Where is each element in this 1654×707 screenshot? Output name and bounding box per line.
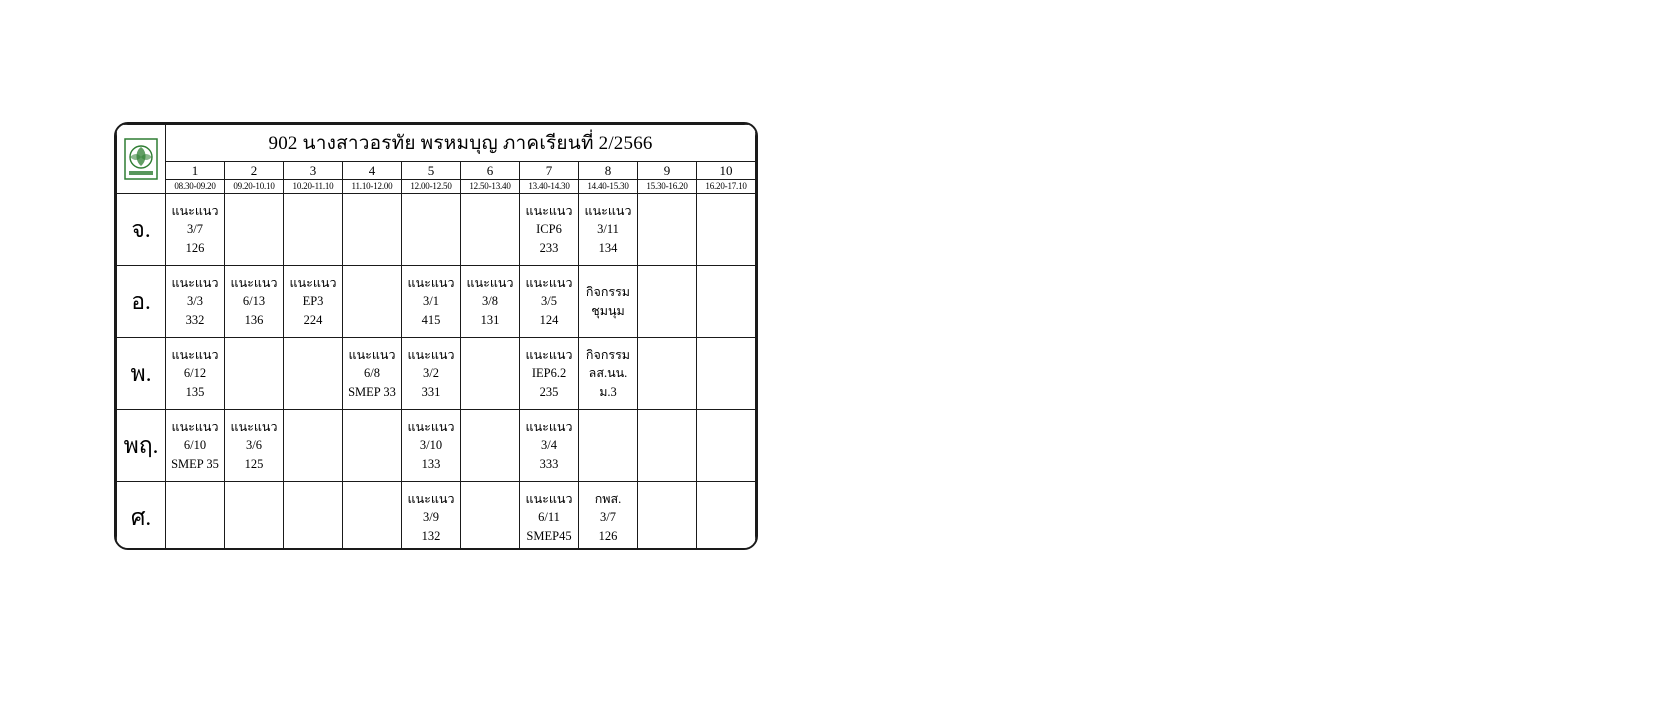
cell-line-l3: 126 (185, 240, 205, 255)
cell-line-l2: 3/4 (541, 438, 557, 453)
timetable-cell[interactable] (579, 482, 638, 551)
cell-line-l2: EP3 (302, 294, 324, 309)
cell-line-l3: 333 (539, 456, 559, 471)
cell-line-l1: แนะแนว (466, 276, 514, 291)
timetable-cell[interactable] (402, 410, 461, 482)
cell-line-l3: 415 (421, 312, 441, 327)
cell-line-l3: SMEP45 (526, 528, 572, 543)
cell-line-l2: 3/3 (187, 294, 203, 309)
cell-line-l1: แนะแนว (171, 204, 219, 219)
cell-line-l1: แนะแนว (348, 348, 396, 363)
period-time-row (117, 180, 756, 194)
timetable-cell-empty[interactable] (343, 410, 402, 482)
cell-line-l1: แนะแนว (289, 276, 337, 291)
cell-line-l2: 3/1 (423, 294, 439, 309)
timetable-frame (114, 122, 758, 550)
cell-line-l1: แนะแนว (525, 348, 573, 363)
timetable-cell-empty[interactable] (225, 338, 284, 410)
cell-line-l1: แนะแนว (525, 276, 573, 291)
period-time-header: 14.40-15.30 (579, 180, 638, 194)
cell-line-l2: 6/10 (183, 438, 207, 453)
cell-line-l3: 125 (244, 456, 264, 471)
table-row (117, 410, 756, 482)
table-row (117, 338, 756, 410)
timetable-cell-empty[interactable] (343, 482, 402, 551)
cell-line-l3: 136 (244, 312, 264, 327)
timetable-cell[interactable] (579, 194, 638, 266)
timetable-cell[interactable] (461, 266, 520, 338)
cell-line-l2: 3/7 (600, 510, 616, 525)
table-row (117, 266, 756, 338)
timetable-cell[interactable] (520, 266, 579, 338)
school-crest-icon (124, 138, 158, 180)
period-number-header: 4 (343, 162, 402, 180)
timetable-cell[interactable] (520, 482, 579, 551)
cell-line-l1: แนะแนว (525, 204, 573, 219)
cell-line-l1: แนะแนว (407, 348, 455, 363)
timetable-cell-empty[interactable] (284, 482, 343, 551)
timetable-cell[interactable] (166, 266, 225, 338)
cell-line-l2: 3/11 (597, 222, 619, 237)
period-number-row (117, 162, 756, 180)
cell-line-l3: ม.3 (599, 384, 617, 399)
timetable-cell-empty[interactable] (343, 194, 402, 266)
cell-line-l2: 6/12 (183, 366, 207, 381)
cell-line-l2: 3/2 (423, 366, 439, 381)
timetable-cell-empty[interactable] (284, 194, 343, 266)
period-time-header: 09.20-10.10 (225, 180, 284, 194)
timetable-cell[interactable] (579, 338, 638, 410)
period-number-header: 6 (461, 162, 520, 180)
period-time-header: 12.50-13.40 (461, 180, 520, 194)
cell-line-l1: แนะแนว (525, 492, 573, 507)
cell-line-l1: แนะแนว (407, 492, 455, 507)
period-time-header: 10.20-11.10 (284, 180, 343, 194)
cell-line-l3: 132 (421, 528, 441, 543)
timetable (116, 124, 756, 550)
timetable-cell-empty[interactable] (225, 482, 284, 551)
timetable-cell-empty[interactable] (579, 410, 638, 482)
cell-line-l3: 235 (539, 384, 559, 399)
timetable-cell-empty[interactable] (638, 194, 697, 266)
cell-line-l3: 134 (598, 240, 618, 255)
timetable-cell[interactable] (402, 338, 461, 410)
period-number-header: 9 (638, 162, 697, 180)
timetable-cell-empty[interactable] (461, 338, 520, 410)
period-time-header: 16.20-17.10 (697, 180, 756, 194)
cell-line-l2: 6/8 (364, 366, 380, 381)
cell-line-l1: แนะแนว (171, 420, 219, 435)
cell-line-l1: แนะแนว (525, 420, 573, 435)
timetable-cell-empty[interactable] (284, 410, 343, 482)
cell-line-l2: 3/7 (187, 222, 203, 237)
cell-line-l2: 6/13 (242, 294, 266, 309)
cell-line-l3: SMEP 35 (171, 456, 219, 471)
cell-line-l2: 3/9 (423, 510, 439, 525)
timetable-cell-empty[interactable] (697, 338, 756, 410)
cell-line-l2: ลส.นน. (588, 366, 628, 381)
timetable-cell-empty[interactable] (402, 194, 461, 266)
timetable-cell-empty[interactable] (284, 338, 343, 410)
timetable-cell[interactable] (166, 410, 225, 482)
timetable-cell-empty[interactable] (166, 482, 225, 551)
cell-line-l1: แนะแนว (407, 420, 455, 435)
day-label: พฤ. (117, 410, 166, 482)
day-label: จ. (117, 194, 166, 266)
timetable-cell[interactable] (343, 338, 402, 410)
period-number-header: 10 (697, 162, 756, 180)
cell-line-l2: 6/11 (538, 510, 560, 525)
timetable-cell-empty[interactable] (461, 482, 520, 551)
period-number-header: 7 (520, 162, 579, 180)
cell-line-l3: 332 (185, 312, 205, 327)
table-row (117, 194, 756, 266)
cell-line-l3: SMEP 33 (348, 384, 396, 399)
cell-line-l3: 331 (421, 384, 441, 399)
period-time-header: 13.40-14.30 (520, 180, 579, 194)
day-label: พ. (117, 338, 166, 410)
period-number-header: 8 (579, 162, 638, 180)
timetable-cell[interactable] (579, 266, 638, 338)
period-number-header: 2 (225, 162, 284, 180)
timetable-cell-empty[interactable] (638, 482, 697, 551)
cell-line-l2: 3/6 (246, 438, 262, 453)
cell-line-l1: แนะแนว (407, 276, 455, 291)
cell-line-l2: 3/5 (541, 294, 557, 309)
timetable-cell-empty[interactable] (638, 338, 697, 410)
timetable-cell-empty[interactable] (638, 410, 697, 482)
timetable-cell[interactable] (225, 410, 284, 482)
period-time-header: 15.30-16.20 (638, 180, 697, 194)
cell-line-l2: ICP6 (536, 222, 562, 237)
cell-line-l2: 3/10 (419, 438, 443, 453)
cell-line-l2: IEP6.2 (531, 366, 567, 381)
cell-line-l3: 126 (598, 528, 618, 543)
period-number-header: 3 (284, 162, 343, 180)
period-number-header: 1 (166, 162, 225, 180)
timetable-cell[interactable] (520, 338, 579, 410)
cell-line-l1: แนะแนว (171, 348, 219, 363)
timetable-cell-empty[interactable] (697, 194, 756, 266)
timetable-cell-empty[interactable] (697, 482, 756, 551)
header-title-row (117, 125, 756, 162)
timetable-cell-empty[interactable] (461, 194, 520, 266)
timetable-cell[interactable] (520, 410, 579, 482)
timetable-cell[interactable] (166, 194, 225, 266)
timetable-cell-empty[interactable] (697, 410, 756, 482)
cell-line-l1: กิจกรรม (585, 348, 631, 363)
school-logo-cell (117, 125, 166, 194)
timetable-cell-empty[interactable] (697, 266, 756, 338)
timetable-cell[interactable] (284, 266, 343, 338)
timetable-cell[interactable] (402, 482, 461, 551)
cell-line-l1: แนะแนว (584, 204, 632, 219)
day-label: อ. (117, 266, 166, 338)
cell-line-l2: ชุมนุม (591, 303, 625, 318)
cell-line-l1: แนะแนว (230, 420, 278, 435)
timetable-cell[interactable] (520, 194, 579, 266)
cell-line-l1: กิจกรรม (585, 285, 631, 300)
period-time-header: 08.30-09.20 (166, 180, 225, 194)
timetable-cell[interactable] (402, 266, 461, 338)
cell-line-l3: 233 (539, 240, 559, 255)
period-time-header: 11.10-12.00 (343, 180, 402, 194)
cell-line-l2: 3/8 (482, 294, 498, 309)
cell-line-l3: 124 (539, 312, 559, 327)
timetable-cell-empty[interactable] (343, 266, 402, 338)
day-label: ศ. (117, 482, 166, 551)
period-number-header: 5 (402, 162, 461, 180)
cell-line-l3: 135 (185, 384, 205, 399)
timetable-cell[interactable] (166, 338, 225, 410)
timetable-cell-empty[interactable] (638, 266, 697, 338)
timetable-cell-empty[interactable] (225, 194, 284, 266)
period-time-header: 12.00-12.50 (402, 180, 461, 194)
cell-line-l1: แนะแนว (230, 276, 278, 291)
cell-line-l3: 133 (421, 456, 441, 471)
cell-line-l1: แนะแนว (171, 276, 219, 291)
cell-line-l3: 131 (480, 312, 500, 327)
timetable-title: 902 นางสาวอรทัย พรหมบุญ ภาคเรียนที่ 2/2566 (166, 125, 756, 162)
timetable-cell[interactable] (225, 266, 284, 338)
timetable-cell-empty[interactable] (461, 410, 520, 482)
cell-line-l1: กพส. (594, 492, 622, 507)
table-row (117, 482, 756, 551)
cell-line-l3: 224 (303, 312, 323, 327)
